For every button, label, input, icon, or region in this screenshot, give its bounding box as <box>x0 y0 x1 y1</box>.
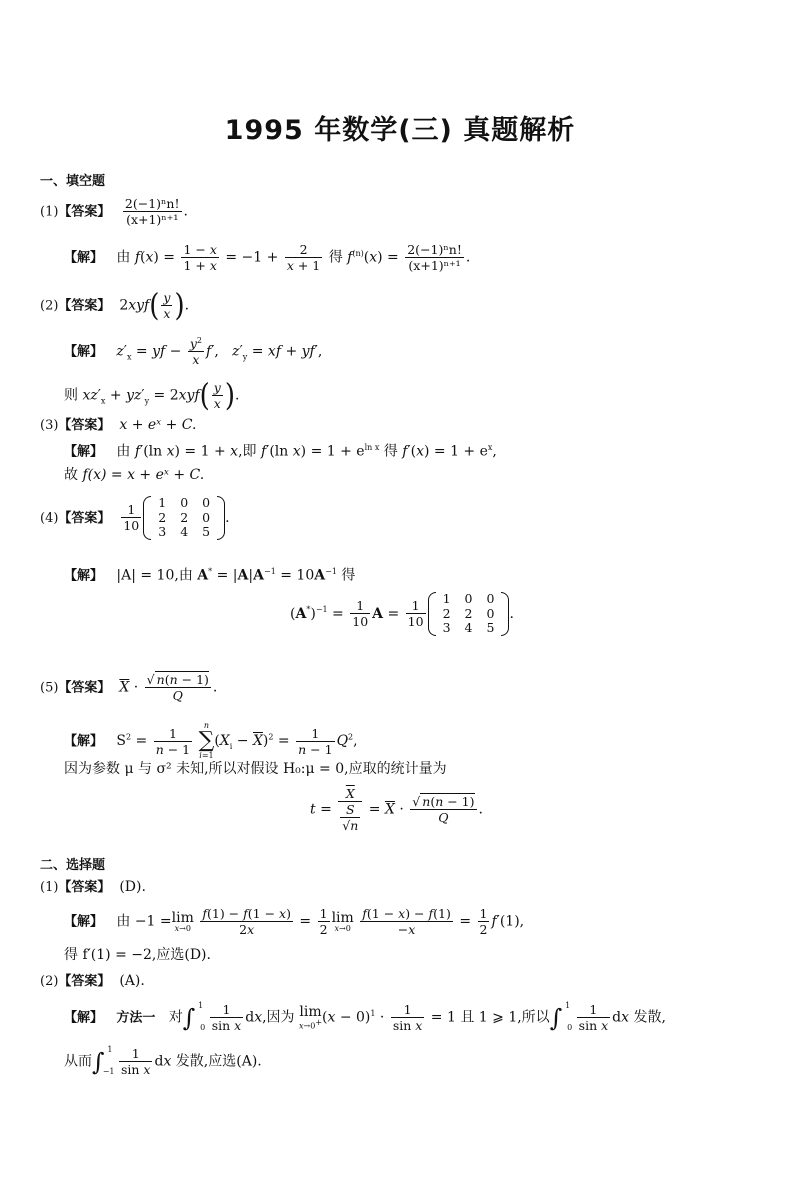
solution-text: ,即 <box>238 443 257 460</box>
question-number: (1) <box>40 204 59 220</box>
choice-q1-solution-2 <box>64 948 211 962</box>
solution-text: 得 f′(1) = −2,应选(D). <box>64 947 211 963</box>
solution-text: ,因为 <box>262 1009 295 1026</box>
solution-text: 发散, <box>633 1009 666 1026</box>
choice-q2-solution: 【解】 方法一 对∫ 1 0 $\frac{1}{\text{sin x}}$ dx,因为 lim x→0+ $(x - 0)^1$ · $\frac{1}{\text{sin x}}$ = 1 且 1 ⩾ 1,所以∫ 1 0 $\frac{1}{\text{sin x}}$ dx 发散, <box>64 1000 666 1033</box>
fill-q5-formula: t = $\frac{\overline{X}}{\frac{S}{√n}}$ = $\overline{X}$ · $\frac{√ n(n - 1)}{Q}$ . <box>310 786 483 833</box>
matrix-cell: 3 <box>442 620 451 635</box>
fill-q2-solution-2: 则 $xz'_x + yz'_y = 2xyf$( $\frac{y}{x}$ ). <box>64 377 240 414</box>
answer-label: 【答案】 <box>58 418 111 433</box>
matrix-cell: 0 <box>486 605 495 621</box>
answer-text: (A). <box>119 973 145 989</box>
fill-q5-answer: (5)【答案】 $\overline{X}$ · $\frac{√ n(n - 1)}{Q}$ . <box>40 672 218 703</box>
matrix-cell: 5 <box>202 524 211 539</box>
question-number: (1) <box>40 880 59 895</box>
matrix-cell: 3 <box>158 524 167 539</box>
matrix-cell: 0 <box>180 495 189 510</box>
answer-label: 【答案】 <box>58 974 111 989</box>
method-label: 方法一 <box>116 1010 156 1026</box>
choice-q1-solution: 【解】 由 −1 =lim x→0 $\frac{f(1) - f(1 - x)}{2x}$ = $\frac{1}{2}$ lim x→0 $\frac{f(1 - x) - f(1)}{-x}$ = $\frac{1}{2}$ f′(1), <box>64 906 525 937</box>
solution-label: 【解】 <box>64 444 104 460</box>
solution-text: 则 <box>64 387 78 404</box>
answer-fraction <box>123 196 182 227</box>
solution-label: 【解】 <box>64 344 104 360</box>
matrix-cell: 0 <box>202 495 211 510</box>
fill-q4-solution: 【解】 |A| = 10,由 $A^* = |A|A^{-1} = 10A^{-1}$ 得 <box>64 567 356 584</box>
matrix-cell: 2 <box>180 509 189 525</box>
choice-q1-answer <box>40 880 146 894</box>
fill-q5-solution: 【解】 $S^2$ = $\frac{1}{n - 1}$ n ∑ i=1 $(X_i - \overline{X})^2$ = $\frac{1}{n - 1}$ $Q^2$, <box>64 721 358 760</box>
solution-text: 得 <box>341 567 356 584</box>
matrix-cell: 4 <box>464 620 473 635</box>
solution-text: 由 <box>116 913 131 930</box>
fill-q4-answer: (4)【答案】 $\frac{1}{10}$ 1 0 0 2 2 0 3 4 5 . <box>40 495 230 539</box>
solution-text: |A| = 10,由 <box>116 567 193 584</box>
matrix-cell: 5 <box>486 620 495 635</box>
answer-label: 【答案】 <box>58 880 111 895</box>
matrix-cell: 0 <box>486 591 495 606</box>
matrix-cell: 2 <box>442 605 451 621</box>
fill-q1-answer: (1)【答案】 $\frac{\text{2(−1)ⁿn!}}{\text{(x+1)ⁿ⁺¹}}$ . <box>40 196 188 227</box>
question-number: (2) <box>40 298 59 314</box>
answer-text: (D). <box>119 879 146 895</box>
matrix-cell: 0 <box>202 509 211 525</box>
fill-q3-solution: 【解】 由 f′(ln x) = 1 + x,即 f′(ln $x) = 1 + e^{ln x}$ 得 $f'(x) = 1 + e^x$, <box>64 443 497 460</box>
fill-q1-solution: 【解】 由 f(x) = $\frac{1 - x}{1 + x}$ = −1 + $\frac{2}{x + 1}$ 得 $f^{(n)}(x)$ = $\frac{\text{2(−1)ⁿn!}}{\text{(x+1)ⁿ⁺¹}}$ . <box>64 242 471 273</box>
solution-text: 对 <box>168 1009 183 1026</box>
fill-q2-answer: (2)【答案】 2xyf( $\frac{y}{x}$ ). <box>40 287 190 324</box>
matrix-cell: 2 <box>158 509 167 525</box>
fill-q3-answer <box>40 418 196 432</box>
answer-text: x + eˣ + C. <box>119 417 197 433</box>
solution-text: 从而 <box>64 1053 92 1070</box>
matrix-cell: 1 <box>158 495 167 510</box>
solution-text: 发散,应选(A). <box>175 1053 262 1070</box>
matrix-cell: 0 <box>464 591 473 606</box>
matrix-cell: 2 <box>464 605 473 621</box>
solution-text: 得 <box>328 249 343 266</box>
section-heading-fill-blank: 一、填空题 <box>40 174 106 189</box>
question-number: (5) <box>40 680 59 696</box>
fill-q3-solution-2 <box>64 468 204 482</box>
solution-text: 得 <box>383 443 398 460</box>
choice-q2-solution-2: 从而∫ 1 −1 $\frac{1}{\text{sin x}}$ dx 发散,应选(A). <box>64 1044 262 1077</box>
answer-label: 【答案】 <box>58 510 111 526</box>
solution-text: = 1 且 1 ⩾ 1,所以 <box>430 1009 550 1026</box>
fill-q5-solution-2 <box>64 762 447 776</box>
answer-text: . <box>184 297 190 314</box>
choice-q2-answer <box>40 974 145 988</box>
matrix-cell: 4 <box>180 524 189 539</box>
answer-label: 【答案】 <box>58 204 111 220</box>
question-number: (4) <box>40 510 59 526</box>
fraction-denominator: (x+1)ⁿ⁺¹ <box>405 257 464 273</box>
section-heading-choice: 二、选择题 <box>40 858 106 873</box>
solution-label: 【解】 <box>64 250 104 266</box>
fill-q2-solution: 【解】 $z'_x$ = yf − $\frac{y^2}{x}$ f′, $z'_y$ = xf + yf′, <box>64 336 323 368</box>
fraction-numerator: 2(−1)ⁿn! <box>407 242 462 257</box>
answer-matrix <box>143 496 225 540</box>
answer-label: 【答案】 <box>58 680 111 696</box>
solution-text: 由 <box>116 443 131 460</box>
solution-label: 【解】 <box>64 1010 104 1026</box>
solution-label: 【解】 <box>64 734 104 749</box>
question-number: (3) <box>40 418 59 433</box>
fill-q4-formula: $(A^*)^{-1}$ = $\frac{1}{10}$ A = $\frac{1}{10}$ 1 0 0 2 2 0 3 4 5 . <box>290 591 514 635</box>
result-matrix <box>428 592 510 636</box>
solution-label: 【解】 <box>64 568 104 584</box>
solution-label: 【解】 <box>64 914 104 930</box>
solution-text: 故 <box>64 467 78 483</box>
fraction-numerator: 2(−1)ⁿn! <box>124 196 180 211</box>
solution-text: f(x) = x + eˣ + C. <box>82 467 205 483</box>
solution-text: 由 <box>116 249 131 266</box>
question-number: (2) <box>40 974 59 989</box>
solution-text: 因为参数 μ 与 σ² 未知,所以对假设 H₀:μ = 0,应取的统计量为 <box>64 761 447 777</box>
matrix-cell: 1 <box>442 591 451 606</box>
answer-label: 【答案】 <box>58 298 111 314</box>
page-title: 1995 年数学(三) 真题解析 <box>224 115 576 146</box>
fraction-denominator: (x+1)ⁿ⁺¹ <box>123 211 182 227</box>
